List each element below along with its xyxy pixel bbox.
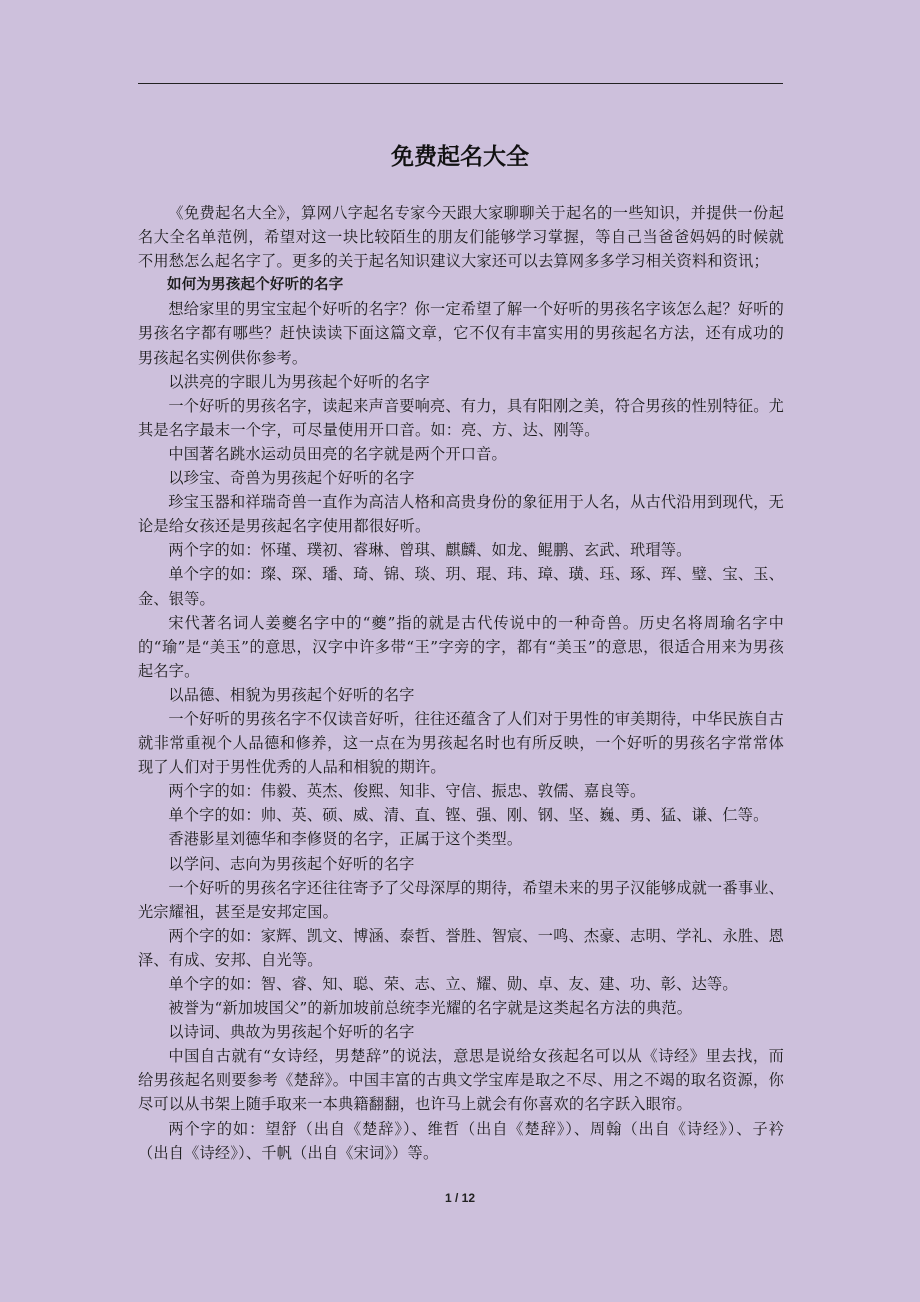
paragraph: 被誉为“新加坡国父”的新加坡前总统李光耀的名字就是这类起名方法的典范。	[168, 999, 693, 1018]
paragraph: 单个字的如：帅、英、硕、威、清、直、铿、强、刚、钢、坚、巍、勇、猛、谦、仁等。	[168, 806, 769, 825]
subsection-heading: 以洪亮的字眼儿为男孩起个好听的名字	[168, 372, 430, 391]
page-number: 1 / 12	[444, 1191, 476, 1205]
subsection-heading: 以诗词、典故为男孩起个好听的名字	[168, 1023, 415, 1042]
document-title: 免费起名大全	[391, 144, 529, 170]
paragraph: 两个字的如：伟毅、英杰、俊熙、知非、守信、振忠、敦儒、嘉良等。	[168, 782, 646, 801]
paragraph: 两个字的如：家辉、凯文、博涵、泰哲、誉胜、智宸、一鸣、杰豪、志明、学礼、永胜、恩泽、有成、安邦、自光等。	[138, 926, 784, 969]
paragraph: 一个好听的男孩名字，读起来声音要响亮、有力，具有阳刚之美，符合男孩的性别特征。尤其是名字最末一个字，可尽量使用开口音。如：亮、方、达、刚等。	[138, 396, 784, 439]
paragraph: 单个字的如：智、睿、知、聪、荣、志、立、耀、勋、卓、友、建、功、彰、达等。	[168, 975, 738, 993]
paragraph: 中国著名跳水运动员田亮的名字就是两个开口音。	[168, 444, 507, 463]
paragraph: 一个好听的男孩名字还往往寄予了父母深厚的期待，希望未来的男子汉能够成就一番事业、光宗耀祖，甚至是安邦定国。	[138, 878, 784, 921]
subsection-heading: 以品德、相貌为男孩起个好听的名字	[168, 685, 415, 704]
subsection-heading: 以学问、志向为男孩起个好听的名字	[168, 854, 415, 873]
paragraph: 两个字的如：怀瑾、璞初、睿琳、曾琪、麒麟、如龙、鲲鹏、玄武、玳瑁等。	[168, 541, 692, 560]
document-body	[138, 201, 784, 1165]
paragraph: 想给家里的男宝宝起个好听的名字？你一定希望了解一个好听的男孩名字该怎么起？好听的男孩名字都有哪些？赶快读读下面这篇文章，它不仅有丰富实用的男孩起名方法，还有成功的男孩起名实例供你参考。	[138, 300, 784, 367]
paragraph: 宋代著名词人姜夔名字中的“夔”指的就是古代传说中的一种奇兽。历史名将周瑜名字中的“瑜”是“美玉”的意思，汉字中许多带“王”字旁的字，都有“美玉”的意思，很适合用来为男孩起名字。	[138, 613, 784, 680]
paragraph: 《免费起名大全》，算网八字起名专家今天跟大家聊聊关于起名的一些知识，并提供一份起名大全名单范例，希望对这一块比较陌生的朋友们能够学习掌握，等自己当爸爸妈妈的时候就不用愁怎么起名字了。更多的关于起名知识建议大家还可以去算网多多学习相关资料和资讯；	[138, 204, 784, 271]
paragraph: 单个字的如：璨、琛、璠、琦、锦、琰、玥、琨、玮、璋、璜、珏、琢、珲、璧、宝、玉、金、银等。	[138, 565, 784, 608]
paragraph: 香港影星刘德华和李修贤的名字，正属于这个类型。	[168, 830, 523, 849]
subsection-heading: 以珍宝、奇兽为男孩起个好听的名字	[168, 469, 415, 488]
paragraph: 两个字的如：望舒（出自《楚辞》）、维哲（出自《楚辞》）、周翰（出自《诗经》）、子衿（出自《诗经》）、千帆（出自《宋词》）等。	[138, 1119, 784, 1162]
header-rule	[138, 83, 783, 84]
paragraph: 珍宝玉器和祥瑞奇兽一直作为高洁人格和高贵身份的象征用于人名，从古代沿用到现代，无论是给女孩还是男孩起名字使用都很好听。	[138, 493, 784, 536]
paragraph: 中国自古就有“女诗经，男楚辞”的说法，意思是说给女孩起名可以从《诗经》里去找，而给男孩起名则要参考《楚辞》。中国丰富的古典文学宝库是取之不尽、用之不竭的取名资源，你尽可以从书架上随手取来一本典籍翻翻，也许马上就会有你喜欢的名字跃入眼帘。	[138, 1047, 784, 1114]
section-heading: 如何为男孩起个好听的名字	[167, 277, 344, 294]
paragraph: 一个好听的男孩名字不仅读音好听，往往还蕴含了人们对于男性的审美期待，中华民族自古就非常重视个人品德和修养，这一点在为男孩起名时也有所反映，一个好听的男孩名字常常体现了人们对于男性优秀的人品和相貌的期许。	[138, 709, 784, 777]
